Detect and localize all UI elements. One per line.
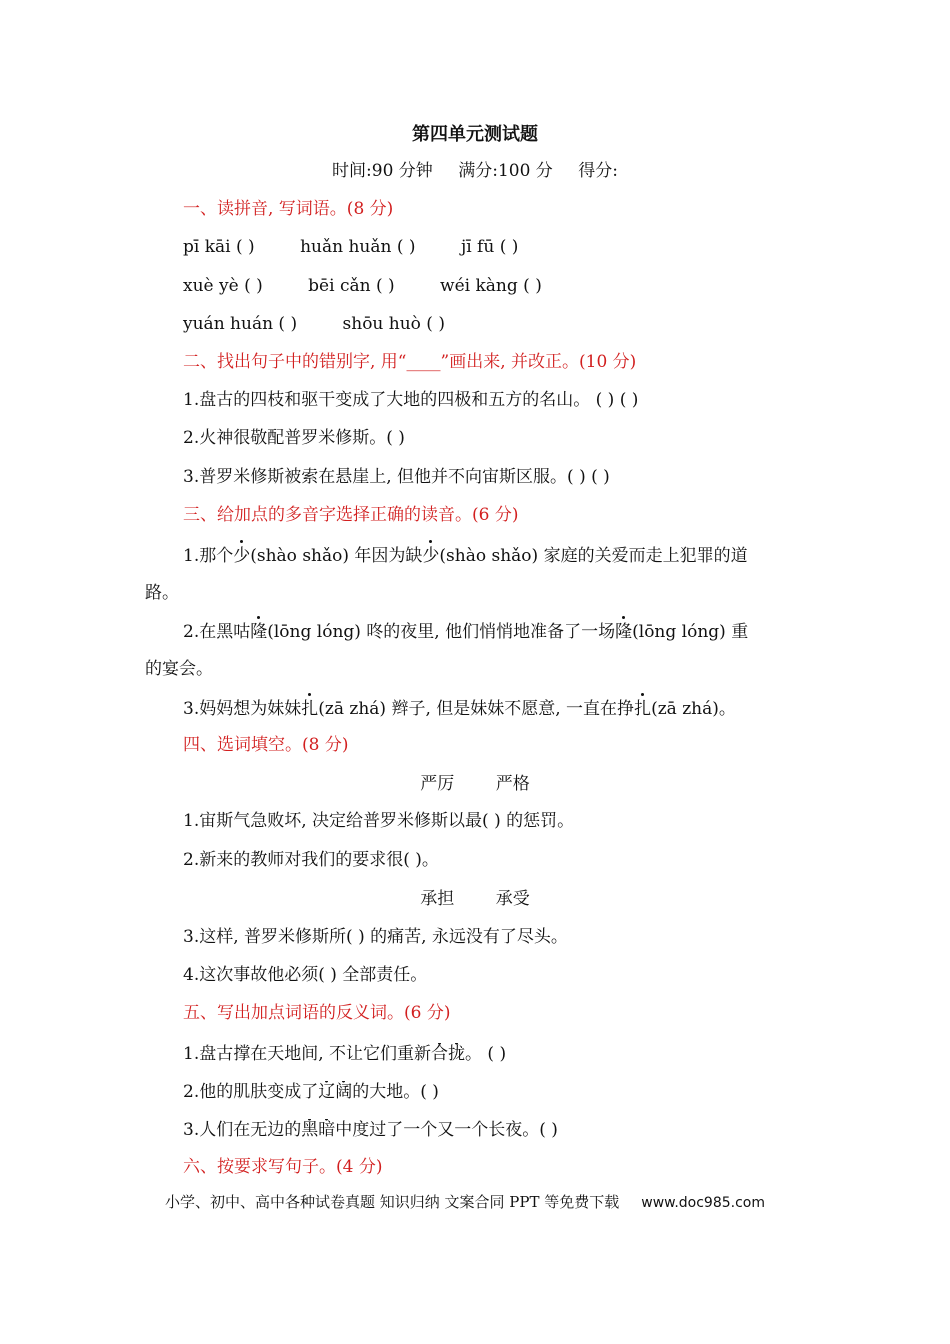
pinyin-item: pī kāi ( ): [183, 237, 255, 257]
pinyin-item: yuán huán ( ): [183, 314, 298, 334]
question-2-1: 1.盘古的四枝和驱干变成了大地的四极和五方的名山。 ( ) ( ): [183, 390, 639, 410]
text: 1.那个: [183, 546, 234, 566]
dotted-char: 少: [422, 546, 440, 566]
word-choice: 严格: [495, 774, 530, 794]
question-5-1: [183, 1043, 950, 1065]
dotted-word: 辽阔: [318, 1082, 353, 1102]
text: 。 ( ): [465, 1044, 507, 1064]
dotted-char: 扎: [301, 699, 319, 719]
dotted-char: 扎: [634, 699, 652, 719]
text: 中度过了一个又一个长夜。( ): [335, 1120, 558, 1140]
section-1-heading: 一、读拼音, 写词语。(8 分): [183, 199, 394, 219]
dotted-word: 合拢: [431, 1044, 466, 1064]
question-4-1: 1.宙斯气急败坏, 决定给普罗米修斯以最( ) 的惩罚。: [183, 811, 575, 831]
word-choice: 承担: [420, 889, 455, 909]
word-choices-2: [0, 888, 950, 910]
section-6-heading: 六、按要求写句子。(4 分): [183, 1157, 383, 1177]
text: 的大地。( ): [352, 1082, 439, 1102]
text: (shào shǎo) 年因为缺: [250, 546, 423, 566]
pinyin-item: bēi cǎn ( ): [308, 276, 395, 296]
dotted-word: 黑暗: [301, 1120, 336, 1140]
dotted-char: 隆: [615, 622, 633, 642]
question-3-1-cont: 路。: [145, 583, 179, 603]
question-5-2: [183, 1081, 950, 1103]
question-3-1: [183, 545, 950, 567]
dotted-char: 少: [233, 546, 251, 566]
score-field: 得分:: [578, 161, 618, 181]
question-4-3: 3.这样, 普罗米修斯所( ) 的痛苦, 永远没有了尽头。: [183, 927, 568, 947]
pinyin-item: wéi kàng ( ): [440, 276, 542, 296]
question-3-2: [183, 621, 950, 643]
footer-text: 小学、初中、高中各种试卷真题 知识归纳 文案合同 PPT 等免费下载: [165, 1193, 620, 1211]
footer-url[interactable]: www.doc985.com: [641, 1195, 766, 1211]
text: (zā zhá)。: [651, 699, 736, 719]
question-4-4: 4.这次事故他必须( ) 全部责任。: [183, 965, 428, 985]
word-choices-1: [0, 773, 950, 795]
pinyin-row-3: [183, 313, 950, 335]
text: (zā zhá) 辫子, 但是妹妹不愿意, 一直在挣: [318, 699, 635, 719]
exam-meta: [0, 160, 950, 182]
question-2-2: 2.火神很敬配普罗米修斯。( ): [183, 428, 405, 448]
section-2-heading: 二、找出句子中的错别字, 用“____”画出来, 并改正。(10 分): [183, 352, 637, 372]
pinyin-item: jī fū ( ): [460, 237, 519, 257]
text: 1.盘古撑在天地间, 不让它们重新: [183, 1044, 432, 1064]
time-limit: 时间:90 分钟: [332, 161, 433, 181]
section-3-heading: 三、给加点的多音字选择正确的读音。(6 分): [183, 505, 519, 525]
question-3-3: [183, 698, 950, 720]
text: 3.妈妈想为妹妹: [183, 699, 302, 719]
question-4-2: 2.新来的教师对我们的要求很( )。: [183, 850, 439, 870]
pinyin-item: xuè yè ( ): [183, 276, 263, 296]
dotted-char: 隆: [250, 622, 268, 642]
section-4-heading: 四、选词填空。(8 分): [183, 735, 349, 755]
page-title: 第四单元测试题: [412, 124, 538, 145]
word-choice: 承受: [495, 889, 530, 909]
text: (lōng lóng) 重: [632, 622, 749, 642]
full-score: 满分:100 分: [458, 161, 553, 181]
section-5-heading: 五、写出加点词语的反义词。(6 分): [183, 1003, 451, 1023]
text: 3.人们在无边的: [183, 1120, 302, 1140]
word-choice: 严厉: [420, 774, 455, 794]
text: (shào shǎo) 家庭的关爱而走上犯罪的道: [439, 546, 748, 566]
text: 2.在黑咕: [183, 622, 251, 642]
pinyin-row-1: [183, 236, 950, 258]
question-5-3: [183, 1119, 950, 1141]
text: (lōng lóng) 咚的夜里, 他们悄悄地准备了一场: [267, 622, 616, 642]
footer: [165, 1191, 765, 1212]
text: 2.他的肌肤变成了: [183, 1082, 319, 1102]
question-2-3: 3.普罗米修斯被索在悬崖上, 但他并不向宙斯区服。( ) ( ): [183, 467, 610, 487]
pinyin-row-2: [183, 275, 950, 297]
question-3-2-cont: 的宴会。: [145, 659, 213, 679]
pinyin-item: shōu huò ( ): [342, 314, 445, 334]
pinyin-item: huǎn huǎn ( ): [300, 237, 416, 257]
